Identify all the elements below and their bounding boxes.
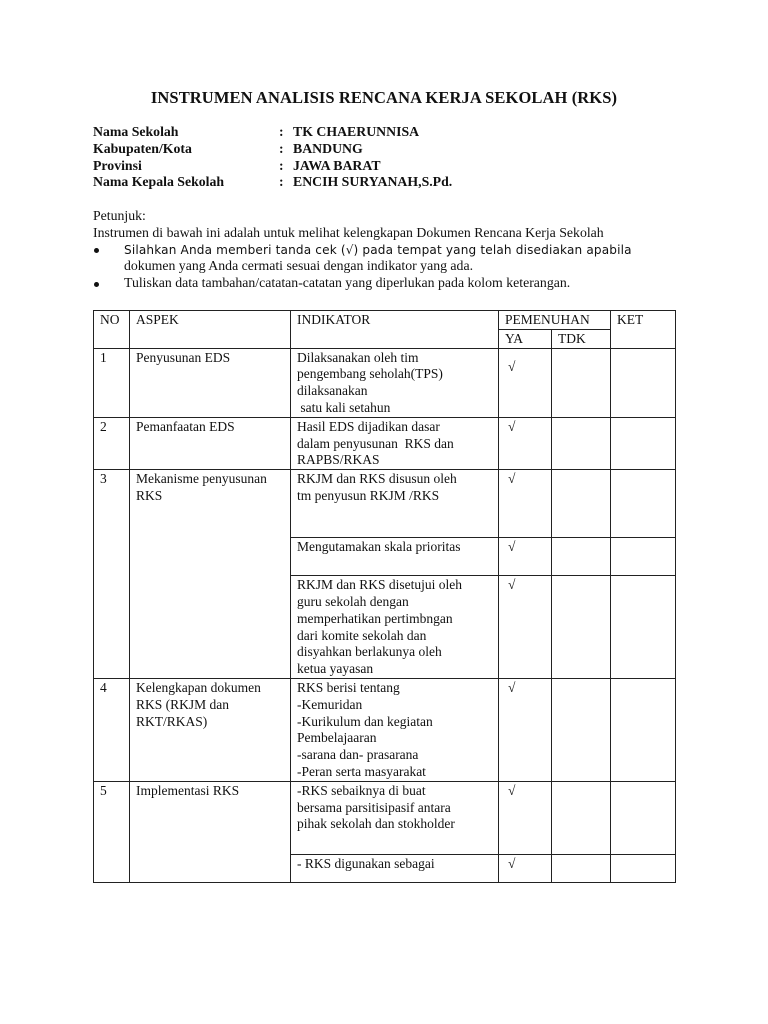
row-aspek: Implementasi RKS [130, 781, 291, 882]
ket-cell[interactable] [611, 417, 676, 469]
check-tdk[interactable] [552, 854, 611, 882]
bullet-icon [93, 275, 124, 292]
ket-cell[interactable] [611, 470, 676, 538]
check-ya[interactable]: √ [499, 538, 552, 576]
info-colon: : [279, 140, 284, 156]
row-indikator: Hasil EDS dijadikan dasar dalam penyusunan RKS dan RAPBS/RKAS [291, 417, 499, 469]
instruction-bullet [93, 242, 675, 276]
row-no: 2 [94, 417, 130, 469]
info-row-kepala-sekolah [93, 174, 452, 191]
ket-cell[interactable] [611, 538, 676, 576]
info-colon: : [279, 157, 284, 173]
row-aspek: Penyusunan EDS [130, 348, 291, 417]
check-tdk[interactable] [552, 470, 611, 538]
check-ya[interactable]: √ [499, 417, 552, 469]
info-value: TK CHAERUNNISA [293, 124, 420, 139]
info-value: BANDUNG [293, 140, 363, 156]
header-no: NO [94, 311, 130, 349]
table-row [94, 470, 676, 538]
header-aspek: ASPEK [130, 311, 291, 349]
row-no: 3 [94, 470, 130, 679]
info-label: Nama Sekolah [93, 124, 179, 139]
check-ya[interactable]: √ [499, 470, 552, 538]
check-tdk[interactable] [552, 538, 611, 576]
school-info [93, 124, 452, 191]
instructions [93, 208, 675, 292]
info-row-provinsi [93, 158, 452, 175]
bullet-text-line: Silahkan Anda memberi tanda cek (√) pada tempat yang telah disediakan apabila [124, 242, 632, 257]
check-ya[interactable]: √ [499, 576, 552, 679]
header-tdk: TDK [552, 329, 611, 348]
rks-analysis-table [93, 310, 676, 883]
check-ya[interactable]: √ [499, 854, 552, 882]
instructions-intro: Instrumen di bawah ini adalah untuk melihat kelengkapan Dokumen Rencana Kerja Sekolah [93, 224, 604, 240]
table-header-row [94, 311, 676, 330]
ket-cell[interactable] [611, 348, 676, 417]
row-no: 5 [94, 781, 130, 882]
info-colon: : [279, 174, 284, 190]
row-aspek: Mekanisme penyusunan RKS [130, 470, 291, 679]
info-value: ENCIH SURYANAH,S.Pd. [293, 174, 453, 190]
info-colon: : [279, 124, 284, 139]
row-indikator: -RKS sebaiknya di buat bersama parsitisipasif antara pihak sekolah dan stokholder [291, 781, 499, 854]
check-ya[interactable]: √ [499, 781, 552, 854]
check-tdk[interactable] [552, 781, 611, 854]
bullet-text-line: Tuliskan data tambahan/catatan-catatan yang diperlukan pada kolom keterangan. [124, 275, 571, 291]
header-ket: KET [611, 311, 676, 349]
table-row [94, 781, 676, 854]
info-label: Provinsi [93, 157, 142, 173]
info-label: Nama Kepala Sekolah [93, 174, 225, 190]
header-ya: YA [499, 329, 552, 348]
info-value: JAWA BARAT [293, 157, 381, 173]
ket-cell[interactable] [611, 854, 676, 882]
row-no: 4 [94, 678, 130, 781]
document-title: INSTRUMEN ANALISIS RENCANA KERJA SEKOLAH (RKS) [150, 88, 618, 107]
row-indikator: - RKS digunakan sebagai [291, 854, 499, 882]
ket-cell[interactable] [611, 576, 676, 679]
check-tdk[interactable] [552, 417, 611, 469]
ket-cell[interactable] [611, 678, 676, 781]
header-pemenuhan: PEMENUHAN [499, 311, 611, 330]
table-row [94, 417, 676, 469]
info-row-nama-sekolah [93, 124, 452, 141]
check-tdk[interactable] [552, 348, 611, 417]
header-indikator: INDIKATOR [291, 311, 499, 349]
table-row [94, 348, 676, 417]
check-ya[interactable]: √ [499, 348, 552, 417]
info-label: Kabupaten/Kota [93, 140, 192, 156]
row-indikator: RKJM dan RKS disusun oleh tm penyusun RKJM /RKS [291, 470, 499, 538]
check-ya[interactable]: √ [499, 678, 552, 781]
row-aspek: Kelengkapan dokumen RKS (RKJM dan RKT/RKAS) [130, 678, 291, 781]
check-tdk[interactable] [552, 576, 611, 679]
bullet-text-line: dokumen yang Anda cermati sesuai dengan indikator yang ada. [124, 258, 474, 274]
row-aspek: Pemanfaatan EDS [130, 417, 291, 469]
row-indikator: RKS berisi tentang -Kemuridan -Kurikulum dan kegiatan Pembelajaaran -sarana dan- prasarana -Peran serta masyarakat [291, 678, 499, 781]
row-indikator: Mengutamakan skala prioritas [291, 538, 499, 576]
instructions-heading: Petunjuk: [93, 208, 146, 223]
row-indikator: Dilaksanakan oleh tim pengembang seholah(TPS) dilaksanakan satu kali setahun [291, 348, 499, 417]
check-tdk[interactable] [552, 678, 611, 781]
bullet-icon [93, 242, 124, 276]
row-no: 1 [94, 348, 130, 417]
row-indikator: RKJM dan RKS disetujui oleh guru sekolah dengan memperhatikan pertimbngan dari komite sekolah dan disyahkan berlakunya oleh ketua yayasan [291, 576, 499, 679]
info-row-kabupaten [93, 141, 452, 158]
ket-cell[interactable] [611, 781, 676, 854]
instruction-bullet [93, 275, 675, 292]
table-row [94, 678, 676, 781]
